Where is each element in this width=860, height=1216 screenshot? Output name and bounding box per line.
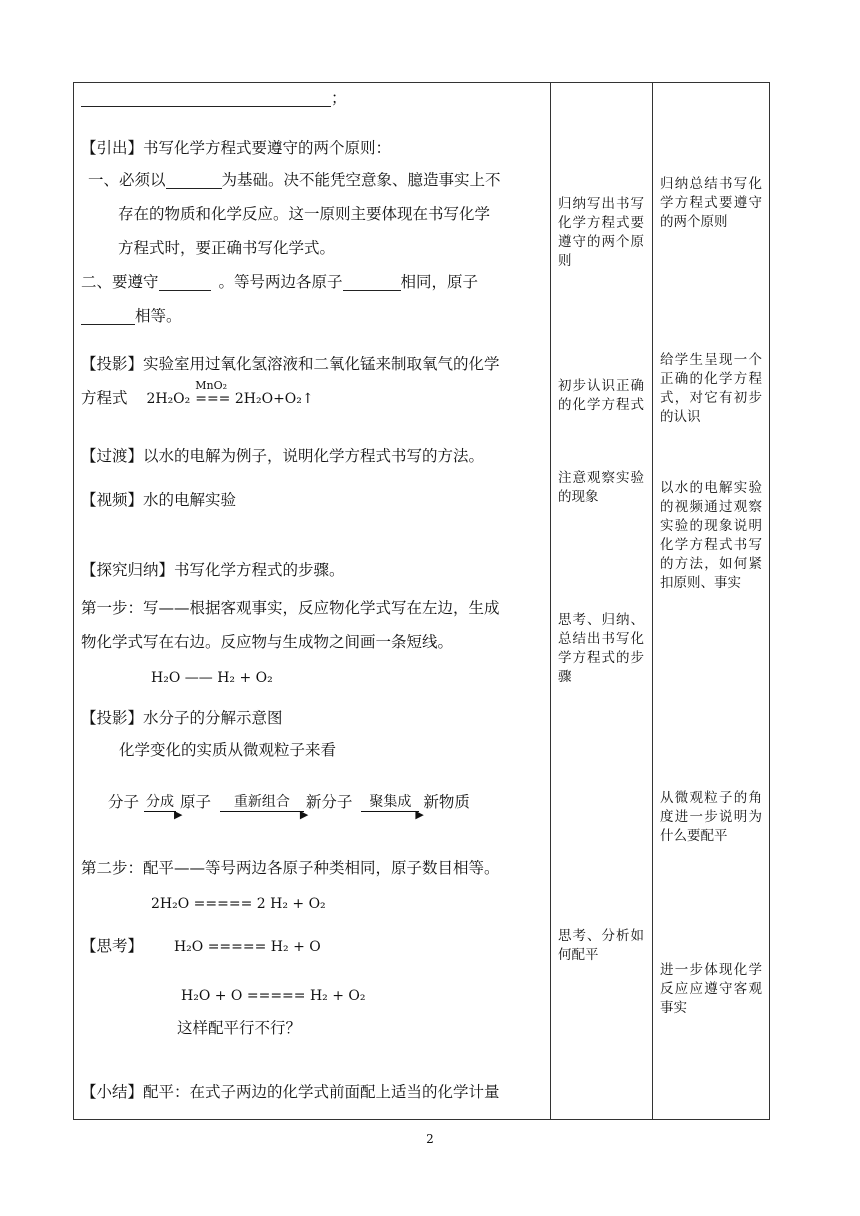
fill-blank (343, 275, 401, 291)
fill-blank (166, 173, 222, 189)
intent-note: 进一步体现化学反应应遵守客观事实 (660, 962, 762, 1016)
fill-blank (81, 91, 331, 107)
column-divider (652, 83, 653, 1119)
fill-blank (159, 275, 211, 291)
guodu-text: 【过渡】以水的电解为例子，说明化学方程式书写的方法。 (81, 447, 485, 465)
flow-arrow: 分成 (145, 794, 174, 810)
rule-two-line: 相等。 (81, 307, 182, 325)
shipin-text: 【视频】水的电解实验 (81, 491, 237, 509)
equation-skeleton: H₂O —— H₂ + O₂ (151, 670, 273, 686)
equation-wrong: H₂O + O ===== H₂ + O₂ (181, 988, 366, 1004)
rule-one-line: 存在的物质和化学反应。这一原则主要体现在书写化学 (118, 205, 491, 223)
intent-note: 归纳总结书写化学方程式要遵守的两个原则 (660, 176, 762, 230)
column-divider (550, 83, 551, 1119)
page-number: 2 (426, 1132, 434, 1146)
teaching-content-column (81, 83, 547, 1119)
activity-note: 注意观察实验的现象 (558, 470, 644, 505)
design-intent-column (660, 83, 764, 1119)
rule-one-line: 方程式时，要正确书写化学式。 (118, 239, 336, 257)
activity-note: 归纳写出书写化学方程式要遵守的两个原则 (558, 196, 644, 269)
flow-node: 原子 (179, 793, 211, 811)
arrow-icon: ▶ (415, 808, 424, 821)
touying-text: 【投影】实验室用过氧化氢溶液和二氧化锰来制取氧气的化学 (81, 355, 500, 373)
catalyst-label: MnO₂ (195, 379, 227, 392)
flow-arrow: 聚集成 (361, 793, 419, 812)
equation-h2o2: 方程式 2H₂O₂ MnO₂ === 2H₂O+O₂↑ (81, 379, 314, 407)
step-one-text: 物化学式写在右边。反应物与生成物之间画一条短线。 (81, 633, 454, 651)
step-one-text: 第一步：写——根据客观事实，反应物化学式写在左边，生成 (81, 599, 500, 617)
tanjiu-text: 【探究归纳】书写化学方程式的步骤。 (81, 561, 345, 579)
student-activity-column (558, 83, 644, 1119)
activity-note: 初步认识正确的化学方程式 (558, 378, 644, 413)
fill-blank (81, 309, 135, 325)
sikao-line: 【思考】 H₂O ===== H₂ + O (81, 937, 321, 955)
intent-note: 以水的电解实验的视频通过观察实验的现象说明化学方程式书写的方法，如何紧扣原则、事实 (660, 480, 762, 591)
arrow-icon: ▶ (173, 808, 183, 821)
touying-text: 【投影】水分子的分解示意图 (81, 709, 283, 727)
arrow-icon: ▶ (299, 808, 309, 821)
answer-line: ； (81, 89, 347, 107)
step-two-text: 第二步：配平——等号两边各原子种类相同，原子数目相等。 (81, 859, 500, 877)
flow-node: 新分子 (305, 793, 353, 811)
essence-text: 化学变化的实质从微观粒子来看 (119, 741, 337, 759)
flow-node: 新物质 (423, 793, 470, 811)
intent-note: 给学生呈现一个正确的化学方程式，对它有初步的认识 (660, 352, 762, 425)
yinchu-text: 【引出】书写化学方程式要遵守的两个原则： (81, 139, 392, 157)
flow-node: 分子 (108, 793, 140, 811)
lesson-table (73, 82, 770, 1120)
particle-flow (108, 793, 470, 821)
rule-one-line: 一、必须以 为基础。决不能凭空意象、臆造事实上不 (88, 171, 501, 189)
equation-balanced: 2H₂O ===== 2 H₂ + O₂ (151, 896, 326, 912)
intent-note: 从微观粒子的角度进一步说明为什么要配平 (660, 790, 762, 844)
question-text: 这样配平行不行？ (177, 1019, 302, 1037)
activity-note: 思考、分析如何配平 (558, 928, 644, 963)
flow-arrow: 重新组合 (220, 793, 304, 812)
rule-two-line: 二、要遵守 。等号两边各原子 相同，原子 (81, 273, 479, 291)
activity-note: 思考、归纳、总结出书写化学方程式的步骤 (558, 612, 644, 685)
xiaojie-text: 【小结】配平：在式子两边的化学式前面配上适当的化学计量 (81, 1083, 500, 1101)
